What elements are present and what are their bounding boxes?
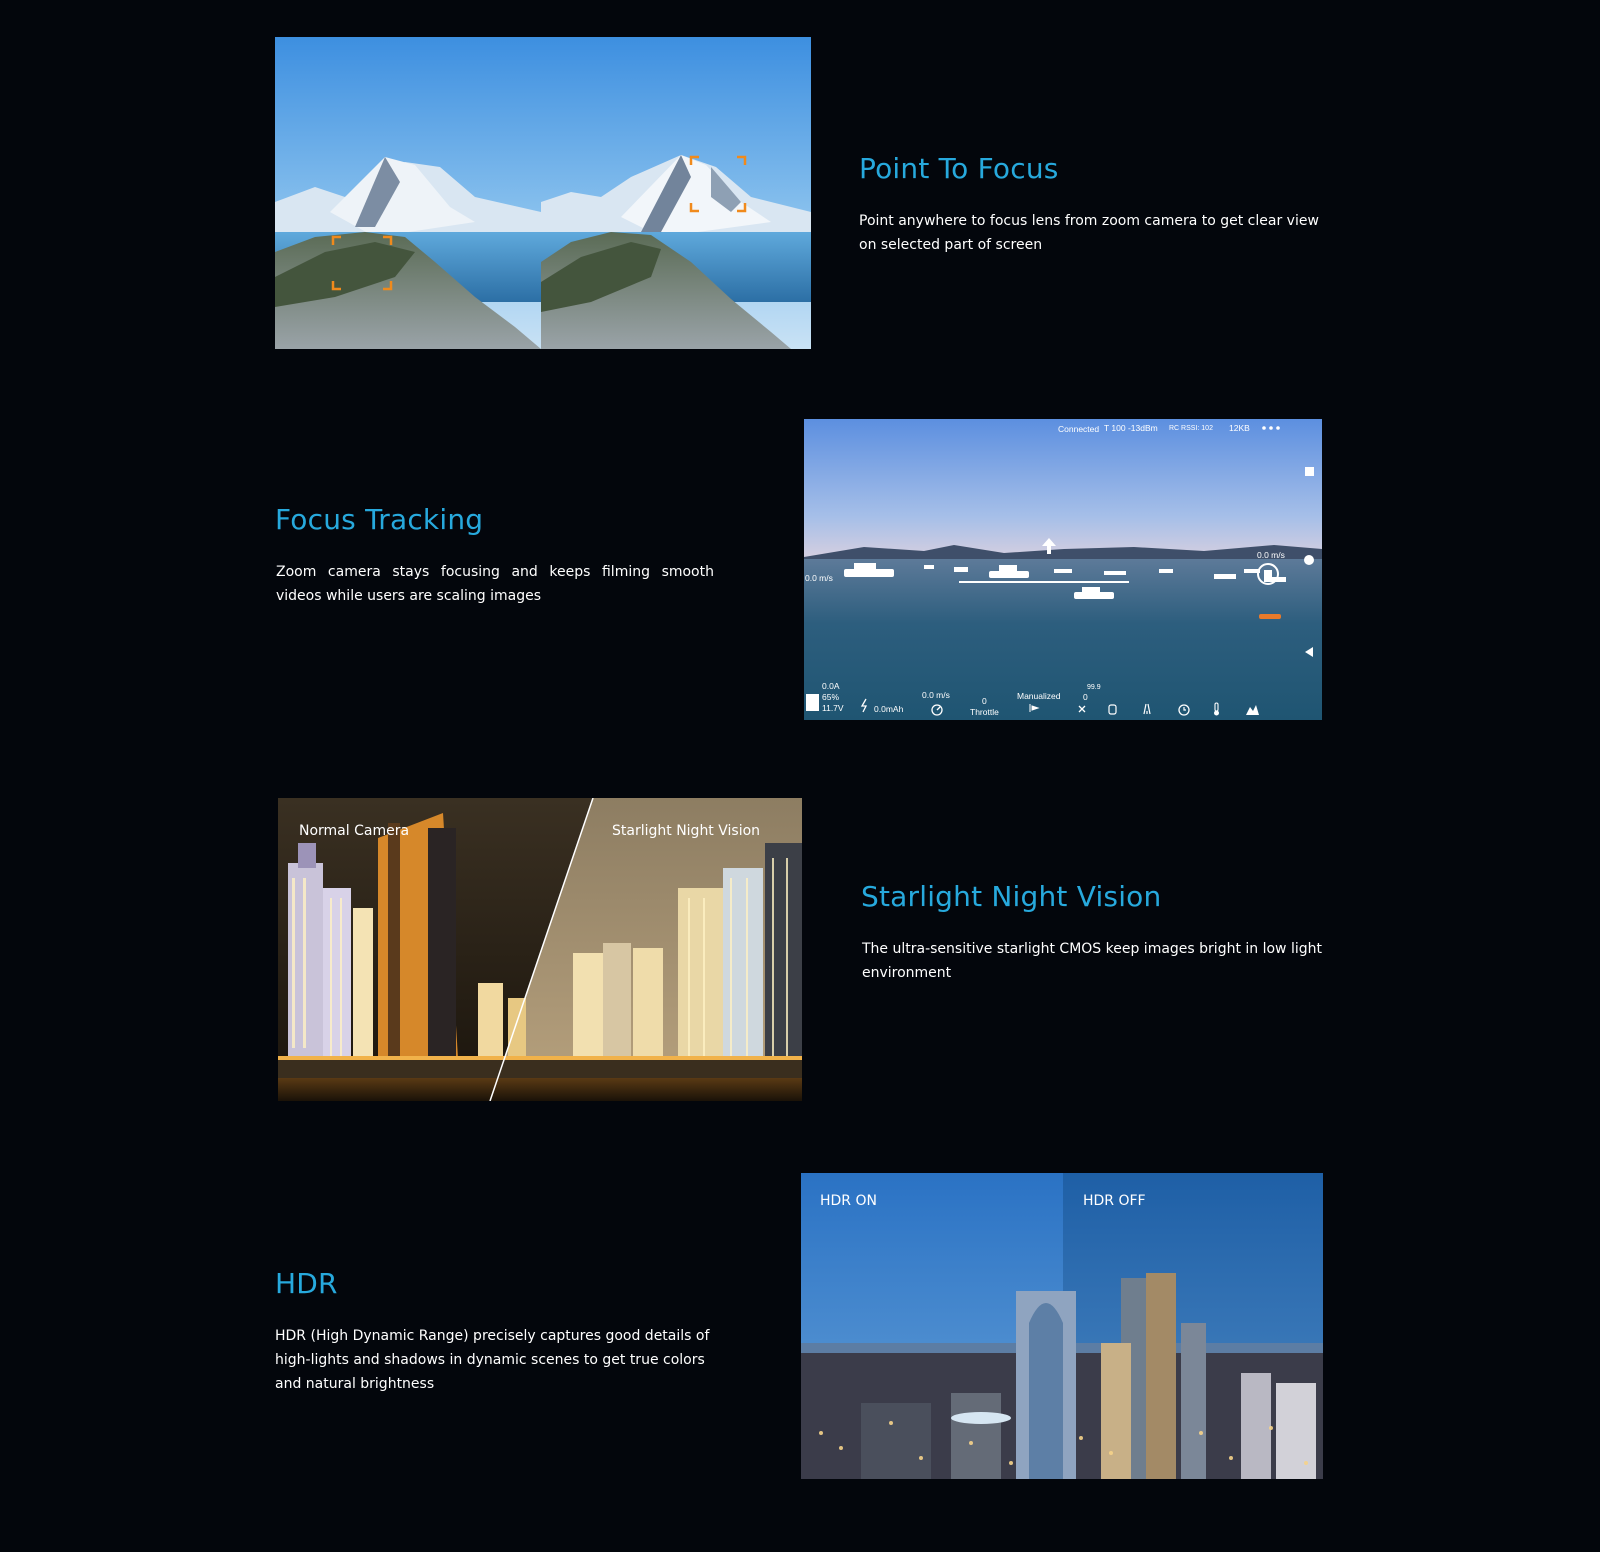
section-hdr xyxy=(0,1140,1600,1552)
city-night-scene xyxy=(278,798,802,1101)
signal-strength: T 100 -13dBm xyxy=(1104,423,1158,433)
throttle-label: Throttle xyxy=(970,707,999,717)
normal-camera-label: Normal Camera xyxy=(299,823,410,839)
battery-percent: 65% xyxy=(822,692,840,702)
mountain-scene xyxy=(275,37,811,349)
section-description: The ultra-sensitive starlight CMOS keep images bright in low light environment xyxy=(862,941,1322,981)
speed-readout-bottom: 0.0 m/s xyxy=(922,690,950,700)
value-top: 99.9 xyxy=(1087,684,1101,691)
hdr-on-label: HDR ON xyxy=(820,1193,877,1209)
point-to-focus-image xyxy=(275,37,811,349)
orange-boat xyxy=(1259,614,1281,619)
section-description: Zoom camera stays focusing and keeps filming smooth videos while users are scaling images xyxy=(276,564,714,604)
speed-readout-right: 0.0 m/s xyxy=(1257,550,1285,560)
left-panel xyxy=(275,37,541,349)
section-title: Point To Focus xyxy=(859,152,1059,185)
flight-mode: Manualized xyxy=(1017,691,1061,701)
section-title: HDR xyxy=(275,1267,338,1300)
throttle-value: 0 xyxy=(982,696,987,706)
rc-rssi: RC RSSI: 102 xyxy=(1169,425,1213,432)
current-readout: 0.0A xyxy=(822,681,840,691)
section-title: Focus Tracking xyxy=(275,503,484,536)
section-point-to-focus xyxy=(0,0,1600,380)
section-title: Starlight Night Vision xyxy=(861,880,1162,913)
hdr-comparison-image xyxy=(801,1173,1323,1479)
voltage-readout: 11.7V xyxy=(822,703,844,713)
stop-square-icon[interactable] xyxy=(1305,467,1314,476)
right-panel xyxy=(541,37,811,349)
night-vision-comparison-image xyxy=(278,798,802,1101)
city-dusk-scene xyxy=(801,1173,1323,1479)
harbor-scene xyxy=(804,419,1322,720)
waterfront-lights xyxy=(278,1056,802,1060)
section-starlight-night-vision xyxy=(0,760,1600,1140)
section-description: Point anywhere to focus lens from zoom camera to get clear view on selected part of screen xyxy=(859,213,1319,253)
speed-readout-left: 0.0 m/s xyxy=(805,573,833,583)
hdr-off-label: HDR OFF xyxy=(1083,1193,1146,1209)
focus-tracking-video-feed xyxy=(804,419,1322,720)
connection-status: Connected xyxy=(1058,424,1100,434)
data-rate: 12KB xyxy=(1229,423,1250,433)
record-dot-icon[interactable] xyxy=(1304,555,1314,565)
capacity-readout: 0.0mAh xyxy=(874,704,904,714)
starlight-label: Starlight Night Vision xyxy=(612,823,761,839)
value-bottom: 0 xyxy=(1083,692,1088,702)
section-focus-tracking xyxy=(0,380,1600,760)
more-menu-icon[interactable] xyxy=(1262,426,1280,430)
battery-icon xyxy=(806,694,819,711)
section-description: HDR (High Dynamic Range) precisely captures good details of high-lights and shadows in dynamic scenes to get true colors and natural brightness xyxy=(275,1328,710,1392)
